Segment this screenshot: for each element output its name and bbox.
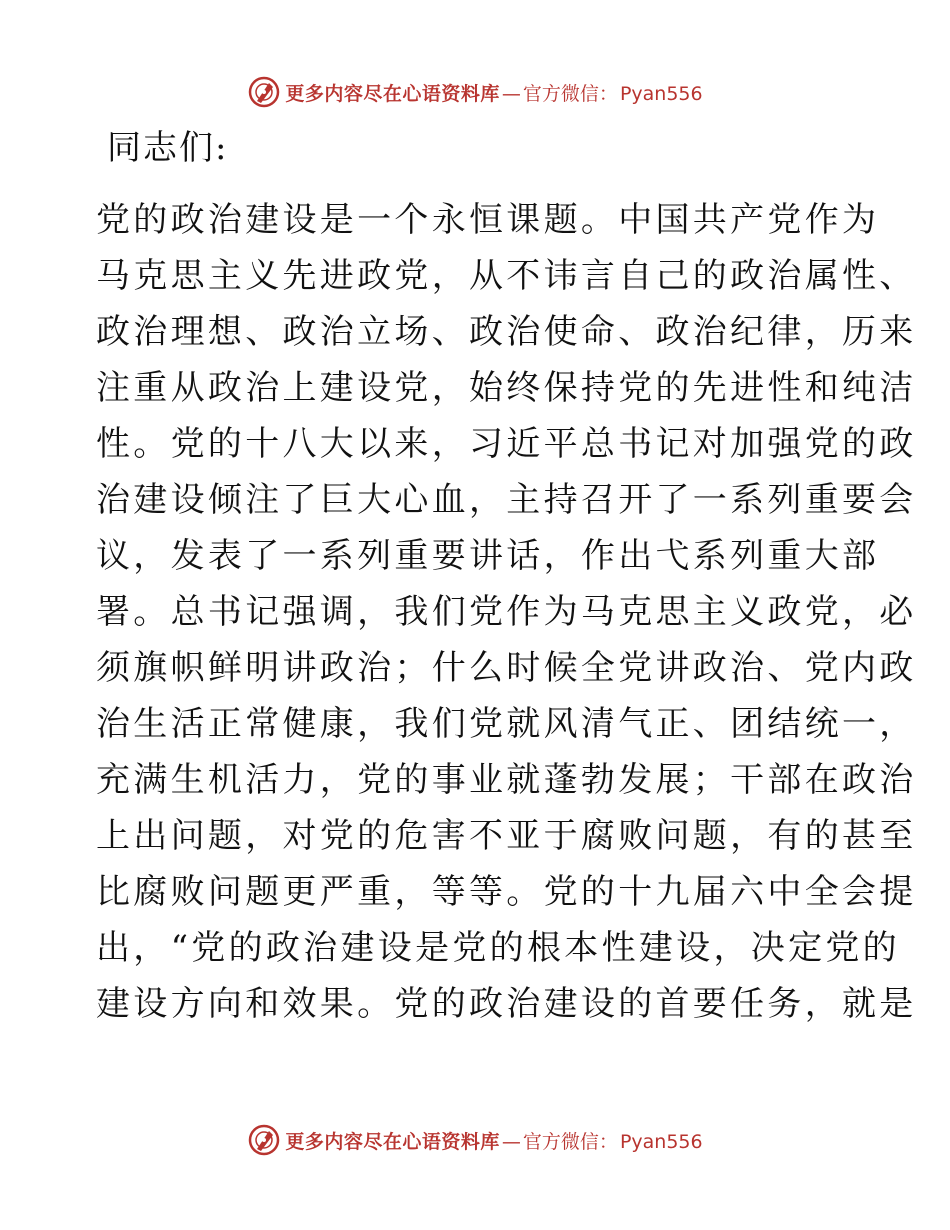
body-line: 政治理想、政治立场、政治使命、政治纪律，历来 <box>96 312 917 352</box>
body-line: 上出问题，对党的危害不亚于腐败问题，有的甚至 <box>96 816 917 856</box>
body-line: 注重从政治上建设党，始终保持党的先进性和纯洁 <box>96 368 917 408</box>
header-dash: — <box>501 82 521 105</box>
footer-wechat-label: 官方微信： <box>522 1130 618 1153</box>
header-watermark <box>0 72 950 112</box>
pen-nib-logo-icon <box>247 75 281 109</box>
body-line: 党的政治建设是一个永恒课题。中国共产党作为 <box>96 200 880 240</box>
footer-watermark <box>0 1120 950 1160</box>
body-line: 比腐败问题更严重，等等。党的十九届六中全会提 <box>96 872 917 912</box>
footer-dash: — <box>501 1130 521 1153</box>
footer-brand-text: 更多内容尽在心语资料库 <box>285 1130 500 1153</box>
header-brand-text: 更多内容尽在心语资料库 <box>285 82 500 105</box>
body-line: 性。党的十八大以来，习近平总书记对加强党的政 <box>96 424 917 464</box>
body-line: 出，“党的政治建设是党的根本性建设，决定党的 <box>96 928 900 968</box>
body-line: 署。总书记强调，我们党作为马克思主义政党，必 <box>96 592 917 632</box>
pen-nib-logo-icon <box>247 1123 281 1157</box>
body-line: 充满生机活力，党的事业就蓬勃发展；干部在政治 <box>96 760 917 800</box>
body-line: 马克思主义先进政党，从不讳言自己的政治属性、 <box>96 256 917 296</box>
body-line: 议，发表了一系列重要讲话，作出弋系列重大部 <box>96 536 880 576</box>
body-line: 治生活正常健康，我们党就风清气正、团结统一， <box>96 704 917 744</box>
footer-wechat-account: Pyan556 <box>619 1130 703 1153</box>
header-wechat-label: 官方微信： <box>522 82 618 105</box>
salutation: 同志们: <box>107 128 229 168</box>
header-wechat-account: Pyan556 <box>619 82 703 105</box>
document-body <box>96 192 917 1032</box>
body-line: 须旗帜鲜明讲政治；什么时候全党讲政治、党内政 <box>96 648 917 688</box>
body-line: 治建设倾注了巨大心血，主持召开了一系列重要会 <box>96 480 917 520</box>
body-line: 建设方向和效果。党的政治建设的首要任务，就是 <box>96 984 917 1024</box>
